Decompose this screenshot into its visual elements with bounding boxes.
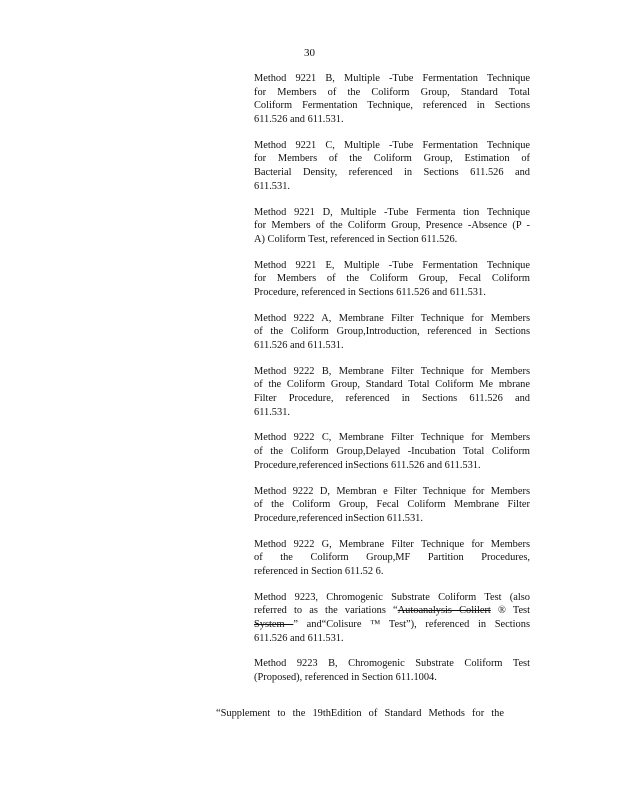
entry-line	[254, 604, 530, 618]
entry-text: Method 9222 D, Membran e Filter Technique for Members	[254, 485, 530, 497]
struck-text: System	[254, 619, 294, 630]
method-reference-entry	[254, 139, 530, 194]
method-reference-entry	[254, 538, 530, 579]
entry-line	[254, 406, 530, 420]
entry-text: 611.531.	[254, 406, 290, 418]
entry-text: A) Coliform Test, referenced in Section 611.526.	[254, 233, 458, 245]
entry-text: ® Test	[490, 605, 530, 617]
entry-text: Filter Procedure, referenced in Sections 611.526 and	[254, 393, 530, 405]
entry-line	[254, 219, 530, 233]
entry-text: 611.526 and 611.531.	[254, 340, 344, 351]
page-number: 30	[304, 47, 315, 59]
struck-text: Autoanalysis Colilert	[397, 605, 491, 617]
entry-line	[254, 538, 530, 552]
entry-line	[254, 512, 530, 526]
entry-line	[254, 272, 530, 286]
entry-line	[254, 312, 530, 326]
entry-line	[254, 166, 530, 180]
entry-text: Method 9221 E, Multiple -Tube Fermentation Technique	[254, 259, 530, 271]
entry-line	[254, 152, 530, 166]
entry-line	[254, 286, 530, 300]
entry-line	[254, 565, 530, 579]
entry-line	[254, 378, 530, 392]
entry-text: Method 9222 B, Membrane Filter Technique for Members	[254, 365, 530, 377]
entry-line	[254, 618, 530, 632]
entry-text: referenced in Section 611.52 6.	[254, 565, 384, 577]
entry-line	[254, 259, 530, 273]
method-reference-entry	[254, 657, 530, 684]
method-reference-entry	[254, 485, 530, 526]
entry-text: Method 9223 B, Chromogenic Substrate Coliform Test	[254, 658, 530, 670]
entry-text: of the Coliform Group,MF Partition Procedures,	[254, 552, 530, 564]
entry-text: Method 9221 B, Multiple -Tube Fermentation Technique	[254, 73, 530, 84]
entry-line	[254, 99, 530, 113]
method-reference-entry	[254, 259, 530, 300]
entry-text: Procedure,referenced inSection 611.531.	[254, 512, 423, 524]
entry-line	[254, 206, 530, 220]
entry-line	[254, 113, 530, 127]
entry-line	[254, 498, 530, 512]
method-reference-entry	[254, 206, 530, 247]
entry-text: Method 9222 G, Membrane Filter Technique for Members	[254, 538, 530, 550]
entry-text: for Members of the Coliform Group, Estimation of	[254, 153, 530, 165]
entry-line	[254, 339, 530, 353]
entry-line	[254, 551, 530, 565]
entry-line	[254, 632, 530, 646]
entry-text: referred to as the variations “	[254, 605, 398, 617]
entry-text: Method 9222 C, Membrane Filter Technique for Members	[254, 432, 530, 444]
entry-text: Coliform Fermentation Technique, referenced in Sections	[254, 100, 530, 112]
method-reference-entry	[254, 591, 530, 646]
entry-line	[254, 459, 530, 473]
supplement-reference-line: “Supplement to the 19thEdition of Standard Methods for the	[216, 708, 504, 719]
entry-line	[254, 233, 530, 247]
entry-text: Procedure, referenced in Sections 611.526 and 611.531.	[254, 286, 486, 298]
entry-line	[254, 325, 530, 339]
method-reference-list	[254, 72, 530, 697]
method-reference-entry	[254, 312, 530, 353]
entry-text: 611.526 and 611.531.	[254, 632, 344, 644]
entry-text: Bacterial Density, referenced in Sections 611.526 and	[254, 167, 530, 179]
entry-text: 611.526 and 611.531.	[254, 114, 344, 126]
entry-line	[254, 365, 530, 379]
method-reference-entry	[254, 431, 530, 472]
entry-line	[254, 657, 530, 671]
entry-text: Method 9221 D, Multiple -Tube Fermenta tion Technique	[254, 206, 530, 218]
entry-text: for Members of the Coliform Group, Fecal Coliform	[254, 273, 530, 285]
entry-text: of the Coliform Group, Fecal Coliform Membrane Filter	[254, 499, 530, 511]
entry-line	[254, 139, 530, 153]
entry-text: 611.531.	[254, 180, 290, 192]
method-reference-entry	[254, 72, 530, 127]
entry-text: Method 9223, Chromogenic Substrate Coliform Test (also	[254, 591, 530, 603]
entry-text: for Members of the Coliform Group, Standard Total	[254, 86, 530, 98]
entry-line	[254, 671, 530, 685]
entry-text: of the Coliform Group,Delayed -Incubation Total Coliform	[254, 446, 530, 458]
entry-text: Procedure,referenced inSections 611.526 and 611.531.	[254, 459, 481, 471]
method-reference-entry	[254, 365, 530, 420]
entry-line	[254, 485, 530, 499]
entry-line	[254, 86, 530, 100]
entry-line	[254, 445, 530, 459]
entry-line	[254, 431, 530, 445]
entry-text: of the Coliform Group,Introduction, referenced in Sections	[254, 326, 530, 338]
entry-text: of the Coliform Group, Standard Total Coliform Me mbrane	[254, 379, 530, 391]
entry-line	[254, 591, 530, 605]
entry-line	[254, 72, 530, 86]
entry-text: (Proposed), referenced in Section 611.1004.	[254, 672, 437, 684]
entry-line	[254, 180, 530, 194]
entry-text: for Members of the Coliform Group, Presence -Absence (P -	[254, 220, 530, 232]
entry-text: Method 9222 A, Membrane Filter Technique for Members	[254, 312, 530, 324]
entry-text: Method 9221 C, Multiple -Tube Fermentation Technique	[254, 139, 530, 151]
entry-line	[254, 392, 530, 406]
entry-text: ” and“Colisure ™ Test”), referenced in Sections	[293, 619, 530, 630]
